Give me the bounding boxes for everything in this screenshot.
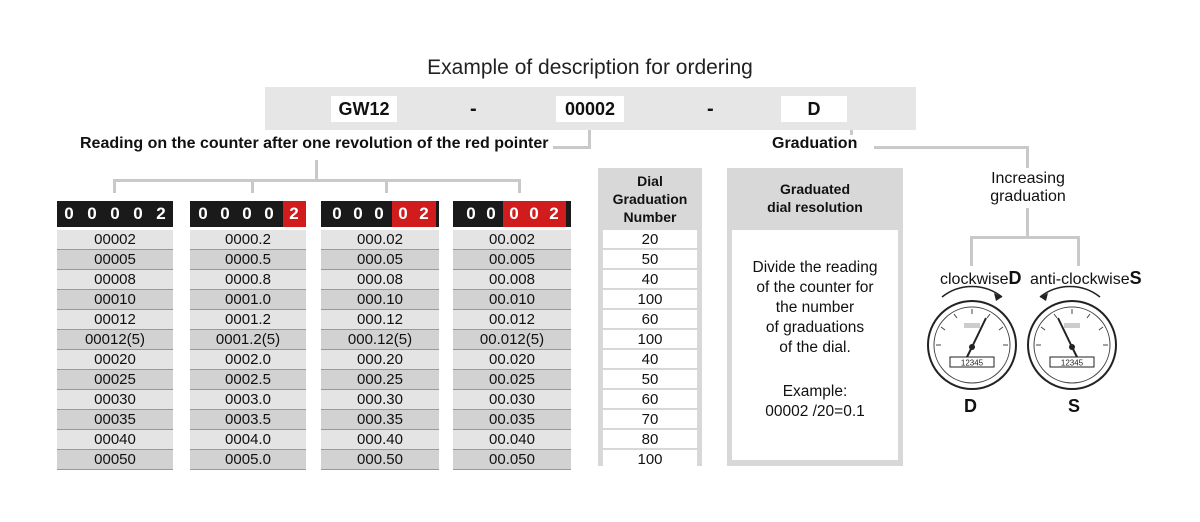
connector-line [874, 146, 1029, 149]
reading-value: 000.02 [321, 230, 439, 250]
order-code-bar [265, 87, 916, 130]
reading-value: 000.50 [321, 450, 439, 470]
mini-counter-text: 12345 [1060, 358, 1084, 368]
counter-red-digits [503, 201, 566, 227]
reading-value: 00.005 [453, 250, 571, 270]
counter-digit: 0 [220, 204, 230, 223]
reading-value: 00.010 [453, 290, 571, 310]
reading-value: 00050 [57, 450, 173, 470]
reading-value: 00.002 [453, 230, 571, 250]
reading-value: 000.20 [321, 350, 439, 370]
reading-value: 00.012(5) [453, 330, 571, 350]
reading-value: 0000.2 [190, 230, 306, 250]
counter-digit: 0 [64, 204, 74, 223]
reading-value: 00.012 [453, 310, 571, 330]
graduation-number: 50 [603, 370, 697, 388]
counter-digit: 0 [133, 204, 143, 223]
dial-letter-d: D [964, 396, 977, 416]
header-line: Graduation [612, 191, 688, 207]
reading-value: 0001.2 [190, 310, 306, 330]
dials-illustration [920, 285, 1140, 395]
counter-digit: 0 [264, 204, 274, 223]
reading-value: 000.05 [321, 250, 439, 270]
dial-letter-s: S [1068, 396, 1081, 416]
counter-digit: 0 [529, 204, 539, 223]
reading-value: 0002.0 [190, 350, 306, 370]
reading-value: 0000.8 [190, 270, 306, 290]
reading-value: 00.040 [453, 430, 571, 450]
reading-value: 0005.0 [190, 450, 306, 470]
counter-digit: 0 [509, 204, 519, 223]
reading-value: 00.025 [453, 370, 571, 390]
text-line: graduation [990, 188, 1066, 205]
reading-value: 0001.2(5) [190, 330, 306, 350]
graduation-number: 40 [603, 350, 697, 368]
reading-value: 000.25 [321, 370, 439, 390]
order-model-code: GW12 [331, 96, 397, 122]
graduation-number: 100 [603, 450, 697, 468]
reading-value: 00012(5) [57, 330, 173, 350]
reading-value: 00040 [57, 430, 173, 450]
counter-display-2 [190, 201, 306, 227]
reading-value: 00012 [57, 310, 173, 330]
increasing-graduation-label [980, 170, 1076, 206]
counter-digit: 0 [87, 204, 97, 223]
reading-value: 00030 [57, 390, 173, 410]
example-label: Example: [782, 383, 848, 400]
bracket-line [518, 179, 521, 193]
reading-value: 00020 [57, 350, 173, 370]
graduation-number: 60 [603, 310, 697, 328]
order-direction: D [781, 96, 847, 122]
text-line: of graduations [765, 319, 865, 336]
graduation-number: 100 [603, 330, 697, 348]
readings-column-1 [57, 230, 173, 470]
reading-value: 00.035 [453, 410, 571, 430]
counter-display-1 [57, 201, 173, 227]
direction-letter: D [1008, 268, 1022, 288]
reading-value: 00005 [57, 250, 173, 270]
counter-display-3 [321, 201, 439, 227]
readings-column-2 [190, 230, 306, 470]
counter-digit: 0 [486, 204, 496, 223]
text-line: of the dial. [779, 339, 851, 356]
bracket-line [970, 236, 973, 266]
example-value: 00002 /20=0.1 [765, 403, 865, 420]
reading-value: 000.40 [321, 430, 439, 450]
reading-value: 000.12 [321, 310, 439, 330]
reading-value: 00.030 [453, 390, 571, 410]
header-line: Dial [637, 173, 663, 189]
connector-line [1026, 146, 1029, 168]
graduation-heading: Graduation [772, 135, 858, 152]
reading-heading: Reading on the counter after one revolution of the red pointer [80, 135, 549, 152]
dial-graduation-panel [598, 168, 702, 466]
order-separator: - [707, 98, 714, 120]
bracket-line [385, 179, 388, 193]
bracket-line [970, 236, 1080, 239]
bracket-line [251, 179, 254, 193]
graduation-number: 70 [603, 410, 697, 428]
page-title: Example of description for ordering [427, 56, 753, 79]
reading-value: 0003.5 [190, 410, 306, 430]
dial-resolution-text [732, 230, 898, 460]
counter-digit: 0 [398, 204, 408, 223]
reading-value: 00.050 [453, 450, 571, 470]
counter-digit: 2 [419, 204, 429, 223]
reading-value: 00010 [57, 290, 173, 310]
reading-value: 0002.5 [190, 370, 306, 390]
graduation-number: 100 [603, 290, 697, 308]
counter-digit: 0 [374, 204, 384, 223]
header-line: Number [623, 209, 677, 225]
reading-value: 00.008 [453, 270, 571, 290]
direction-text: anti-clockwise [1030, 271, 1130, 288]
counter-red-digits [392, 201, 436, 227]
reading-value: 00025 [57, 370, 173, 390]
dial-resolution-panel [727, 168, 903, 466]
bracket-line [1077, 236, 1080, 266]
graduation-number: 50 [603, 250, 697, 268]
connector-line [553, 146, 591, 149]
anticlockwise-dial-icon [1028, 301, 1116, 389]
counter-digit: 0 [242, 204, 252, 223]
reading-value: 0003.0 [190, 390, 306, 410]
counter-digit: 2 [156, 204, 166, 223]
counter-digit: 0 [110, 204, 120, 223]
order-separator: - [470, 98, 477, 120]
graduation-number: 40 [603, 270, 697, 288]
header-line: Graduated [779, 181, 850, 197]
reading-value: 0000.5 [190, 250, 306, 270]
graduation-number: 20 [603, 230, 697, 248]
mini-counter-text: 12345 [960, 358, 984, 368]
counter-digit: 0 [198, 204, 208, 223]
reading-value: 00035 [57, 410, 173, 430]
dial-resolution-header [727, 168, 903, 226]
graduation-number: 80 [603, 430, 697, 448]
counter-digit: 0 [466, 204, 476, 223]
order-graduation-number: 00002 [556, 96, 624, 122]
reading-value: 00002 [57, 230, 173, 250]
counter-red-digits [283, 201, 306, 227]
reading-value: 0001.0 [190, 290, 306, 310]
bracket-line [1026, 208, 1029, 238]
text-line: the number [775, 299, 855, 316]
bracket-line [113, 179, 521, 182]
reading-value: 000.30 [321, 390, 439, 410]
counter-digit: 0 [353, 204, 363, 223]
text-line: Divide the reading [752, 259, 878, 276]
direction-text: clockwise [940, 271, 1009, 288]
bracket-line [113, 179, 116, 193]
readings-column-4 [453, 230, 571, 470]
text-line: Increasing [991, 170, 1065, 187]
reading-value: 00008 [57, 270, 173, 290]
header-line: dial resolution [767, 199, 863, 215]
counter-digit: 2 [549, 204, 559, 223]
clockwise-dial-icon [928, 301, 1016, 389]
reading-value: 000.08 [321, 270, 439, 290]
reading-value: 000.12(5) [321, 330, 439, 350]
direction-letter: S [1129, 268, 1142, 288]
counter-digit: 2 [289, 204, 299, 223]
text-line: of the counter for [756, 279, 874, 296]
reading-value: 000.35 [321, 410, 439, 430]
anticlockwise-arrow-icon [1040, 286, 1100, 297]
reading-value: 00.020 [453, 350, 571, 370]
counter-display-4 [453, 201, 571, 227]
counter-digit: 0 [332, 204, 342, 223]
dial-graduation-header [598, 168, 702, 232]
graduation-number: 60 [603, 390, 697, 408]
readings-column-3 [321, 230, 439, 470]
reading-value: 000.10 [321, 290, 439, 310]
clockwise-arrow-icon [942, 286, 1002, 297]
reading-value: 0004.0 [190, 430, 306, 450]
